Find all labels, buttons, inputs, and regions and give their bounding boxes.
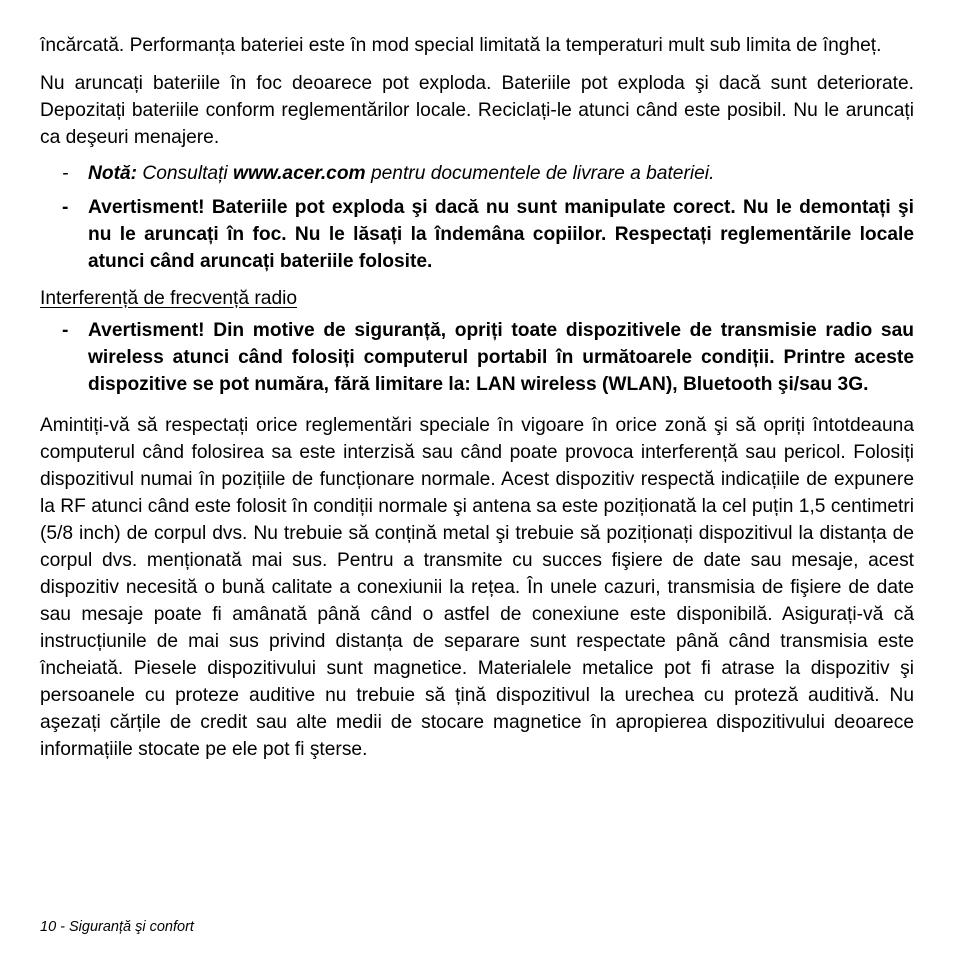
battery-warning-text: Avertisment! Bateriile pot exploda şi dacă nu sunt manipulate corect. Nu le demontați şi nu le aruncați în foc. Nu le lăsați la îndemâna copiilor. Respectați reglementările locale atunci când aruncați bateriile folosite. [88,197,914,272]
radio-warning-text: Avertisment! Din motive de siguranță, opriți toate dispozitivele de transmisie radio sau wireless atunci când folosiți computerul portabil în următoarele condiții. Printre aceste dispozitive se pot număra, fără limitare la: LAN wireless (WLAN), Bluetooth şi/sau 3G. [88,320,914,395]
bullet-dash: - [62,197,69,218]
bullet-dash: - [62,320,69,341]
bullet-dash: - [62,163,69,184]
paragraph-radio-regulations: Amintiți-vă să respectați orice reglementări speciale în vigoare în orice zonă şi să opriți întotdeauna computerul când folosirea sa este interzisă sau când poate provoca interferență sau pericol. Folosiți dispozitivul numai în pozițiile de funcționare normale. Acest dispozitiv respectă indicațiile de expunere la RF atunci când este folosit în condiții normale şi antena sa este poziționată la cel puțin 1,5 centimetri (5/8 inch) de corpul dvs. Nu trebuie să conțină metal şi trebuie să poziționați dispozitivul la distanța de corpul dvs. menționată mai sus. Pentru a transmite cu succes fişiere de date sau mesaje, acest dispozitiv necesită o bună calitate a conexiunii la rețea. În unele cazuri, transmisia de fişiere de date sau mesaje poate fi amânată până când o astfel de conexiune este disponibilă. Asigurați-vă că instrucțiunile de mai sus privind distanța de separare sunt respectate până când transmisia este încheiată. Piesele dispozitivului sunt magnetice. Materialele metalice pot fi atrase la dispozitiv şi persoanele cu proteze auditive nu trebuie să țină dispozitivul la urechea cu proteză auditivă. Nu aşezați cărțile de credit sau alte medii de stocare magnetice în apropierea dispozitivului deoarece informațiile stocate pe ele pot fi şterse. [40,415,914,760]
acer-link[interactable]: www.acer.com [233,163,366,184]
paragraph-battery-disposal: Nu aruncați bateriile în foc deoarece pot exploda. Bateriile pot exploda şi dacă sunt deteriorate. Depozitați bateriile conform reglementărilor locale. Reciclați-le atunci când este posibil. Nu le aruncați ca deşeuri menajere. [40,73,914,148]
paragraph-battery-performance: încărcată. Performanța bateriei este în mod special limitată la temperaturi mult sub limita de îngheț. [40,35,882,56]
radio-warning-item [40,317,914,398]
battery-warning-item [40,194,914,275]
note-text-after: pentru documentele de livrare a bateriei. [365,163,715,184]
note-label: Notă: [88,163,138,184]
page-content [40,32,914,763]
note-item [40,160,914,187]
section-heading: Interferență de frecvență radio [40,288,298,309]
page-footer: 10 - Siguranță şi confort [40,919,194,935]
note-text-before: Consultați [137,163,234,184]
